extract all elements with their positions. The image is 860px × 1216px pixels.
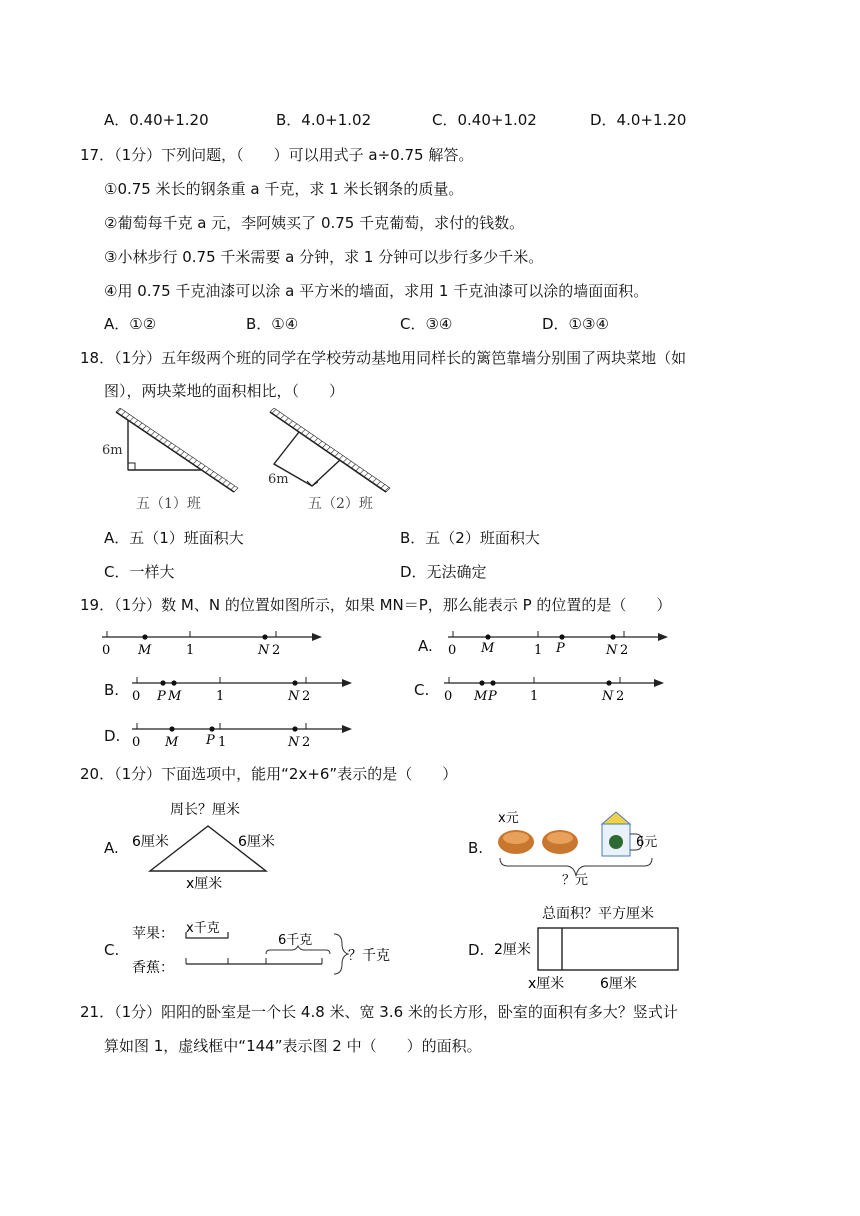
point-n-label: N	[258, 643, 270, 658]
point-m-label: M	[138, 643, 152, 658]
q18-option-c: C．一样大	[104, 563, 175, 581]
q18-stem-line2: 图），两块菜地的面积相比，（ ）	[104, 382, 345, 400]
q19-option-a-label: A.	[418, 637, 433, 655]
q19-option-a-line	[444, 622, 670, 658]
q21-line2: 算如图 1，虚线框中“144”表示图 2 中（ ）的面积。	[104, 1037, 482, 1055]
banana-label: 香蕉：	[132, 960, 174, 976]
q20-option-a-triangle	[126, 796, 284, 894]
q19-option-b-label: B.	[104, 681, 120, 699]
bread-price-label: x元	[498, 811, 519, 826]
point-m-label: M	[165, 735, 179, 750]
banana-part-label: 6千克	[278, 933, 313, 948]
q19-option-c-line	[440, 668, 666, 704]
total-price-label: ？元	[562, 873, 589, 888]
q18-option-d: D．无法确定	[400, 563, 487, 581]
point-m-label: M	[474, 689, 488, 704]
total-area-label: 总面积？平方厘米	[542, 906, 654, 922]
base-label: x厘米	[186, 876, 223, 892]
tick-label: 2	[302, 735, 311, 750]
tick-label: 1	[216, 689, 225, 704]
width-x-label: x厘米	[528, 976, 565, 992]
point-p-label: P	[206, 733, 215, 748]
q20-option-c-label: C.	[104, 941, 120, 959]
tick-label: 1	[530, 689, 539, 704]
q18-left-length: 6m	[102, 443, 123, 458]
point-m-label: M	[481, 641, 495, 656]
q18-stem-line1: 18．（1分）五年级两个班的同学在学校劳动基地用同样长的篱笆靠墙分别围了两块菜地（如	[80, 349, 687, 367]
q19-option-b-line	[128, 668, 354, 704]
q21-line1: 21．（1分）阳阳的卧室是一个长 4.8 米、宽 3.6 米的长方形，卧室的面积有多大？竖式计	[80, 1003, 678, 1021]
tick-label: 0	[444, 689, 453, 704]
point-p-label: P	[556, 641, 565, 656]
apple-length-label: x千克	[186, 921, 220, 936]
q16-option-a: A．0.40+1.20	[104, 111, 209, 129]
q17-option-d: D．①③④	[542, 315, 609, 333]
q20-option-b-shopping	[494, 804, 668, 888]
q18-right-length: 6m	[268, 472, 289, 487]
q20-option-d-rectangle	[494, 900, 682, 992]
tick-label: 2	[620, 643, 629, 658]
q18-option-b: B．五（2）班面积大	[400, 529, 540, 547]
q19-main-number-line	[98, 622, 324, 658]
tick-label: 0	[102, 643, 111, 658]
q20-option-c-diagram	[128, 912, 400, 980]
q17-option-a: A．①②	[104, 315, 157, 333]
tick-label: 2	[616, 689, 625, 704]
left-side-label: 6厘米	[132, 834, 169, 850]
q17-item-4: ④用 0.75 千克油漆可以涂 a 平方米的墙面，求用 1 千克油漆可以涂的墙面面积。	[104, 282, 649, 300]
milk-price-label: 6元	[636, 835, 658, 850]
q20-stem: 20．（1分）下面选项中，能用“2x+6”表示的是（ ）	[80, 765, 458, 783]
point-m-label: M	[168, 689, 182, 704]
tick-label: 1	[534, 643, 543, 658]
perimeter-label: 周长？厘米	[170, 802, 240, 818]
q18-figure	[100, 408, 392, 518]
tick-label: 0	[132, 689, 141, 704]
q17-item-1: ①0.75 米长的钢条重 a 千克，求 1 米长钢条的质量。	[104, 180, 464, 198]
q19-stem: 19．（1分）数 M、N 的位置如图所示，如果 MN＝P，那么能表示 P 的位置的是（ ）	[80, 596, 672, 614]
height-label: 2厘米	[494, 942, 531, 958]
width-6-label: 6厘米	[600, 976, 637, 992]
tick-label: 0	[132, 735, 141, 750]
q16-option-b: B．4.0+1.02	[276, 111, 372, 129]
tick-label: 1	[218, 735, 227, 750]
q18-right-caption: 五（2）班	[308, 496, 373, 512]
apple-label: 苹果：	[132, 926, 174, 942]
q16-option-c: C．0.40+1.02	[432, 111, 537, 129]
q17-option-c: C．③④	[400, 315, 453, 333]
tick-label: 2	[272, 643, 281, 658]
q20-option-d-label: D.	[468, 941, 485, 959]
total-weight-label: ？千克	[348, 948, 390, 964]
q17-stem: 17．（1分）下列问题，（ ）可以用式子 a÷0.75 解答。	[80, 146, 474, 164]
tick-label: 2	[302, 689, 311, 704]
tick-label: 1	[186, 643, 195, 658]
point-n-label: N	[602, 689, 614, 704]
q17-item-2: ②葡萄每千克 a 元，李阿姨买了 0.75 千克葡萄，求付的钱数。	[104, 214, 525, 232]
q18-left-caption: 五（1）班	[136, 496, 201, 512]
q19-option-c-label: C.	[414, 681, 430, 699]
point-p-label: P	[157, 689, 166, 704]
point-n-label: N	[606, 643, 618, 658]
tick-label: 0	[448, 643, 457, 658]
point-n-label: N	[288, 735, 300, 750]
q20-option-a-label: A.	[104, 839, 119, 857]
right-side-label: 6厘米	[238, 834, 275, 850]
q17-option-b: B．①④	[246, 315, 299, 333]
q20-option-b-label: B.	[468, 839, 484, 857]
q19-option-d-label: D.	[104, 727, 121, 745]
point-n-label: N	[288, 689, 300, 704]
point-p-label: P	[488, 689, 497, 704]
q18-option-a: A．五（1）班面积大	[104, 529, 244, 547]
q19-option-d-line	[128, 714, 354, 750]
q16-option-d: D．4.0+1.20	[590, 111, 687, 129]
q17-item-3: ③小林步行 0.75 千米需要 a 分钟，求 1 分钟可以步行多少千米。	[104, 248, 544, 266]
